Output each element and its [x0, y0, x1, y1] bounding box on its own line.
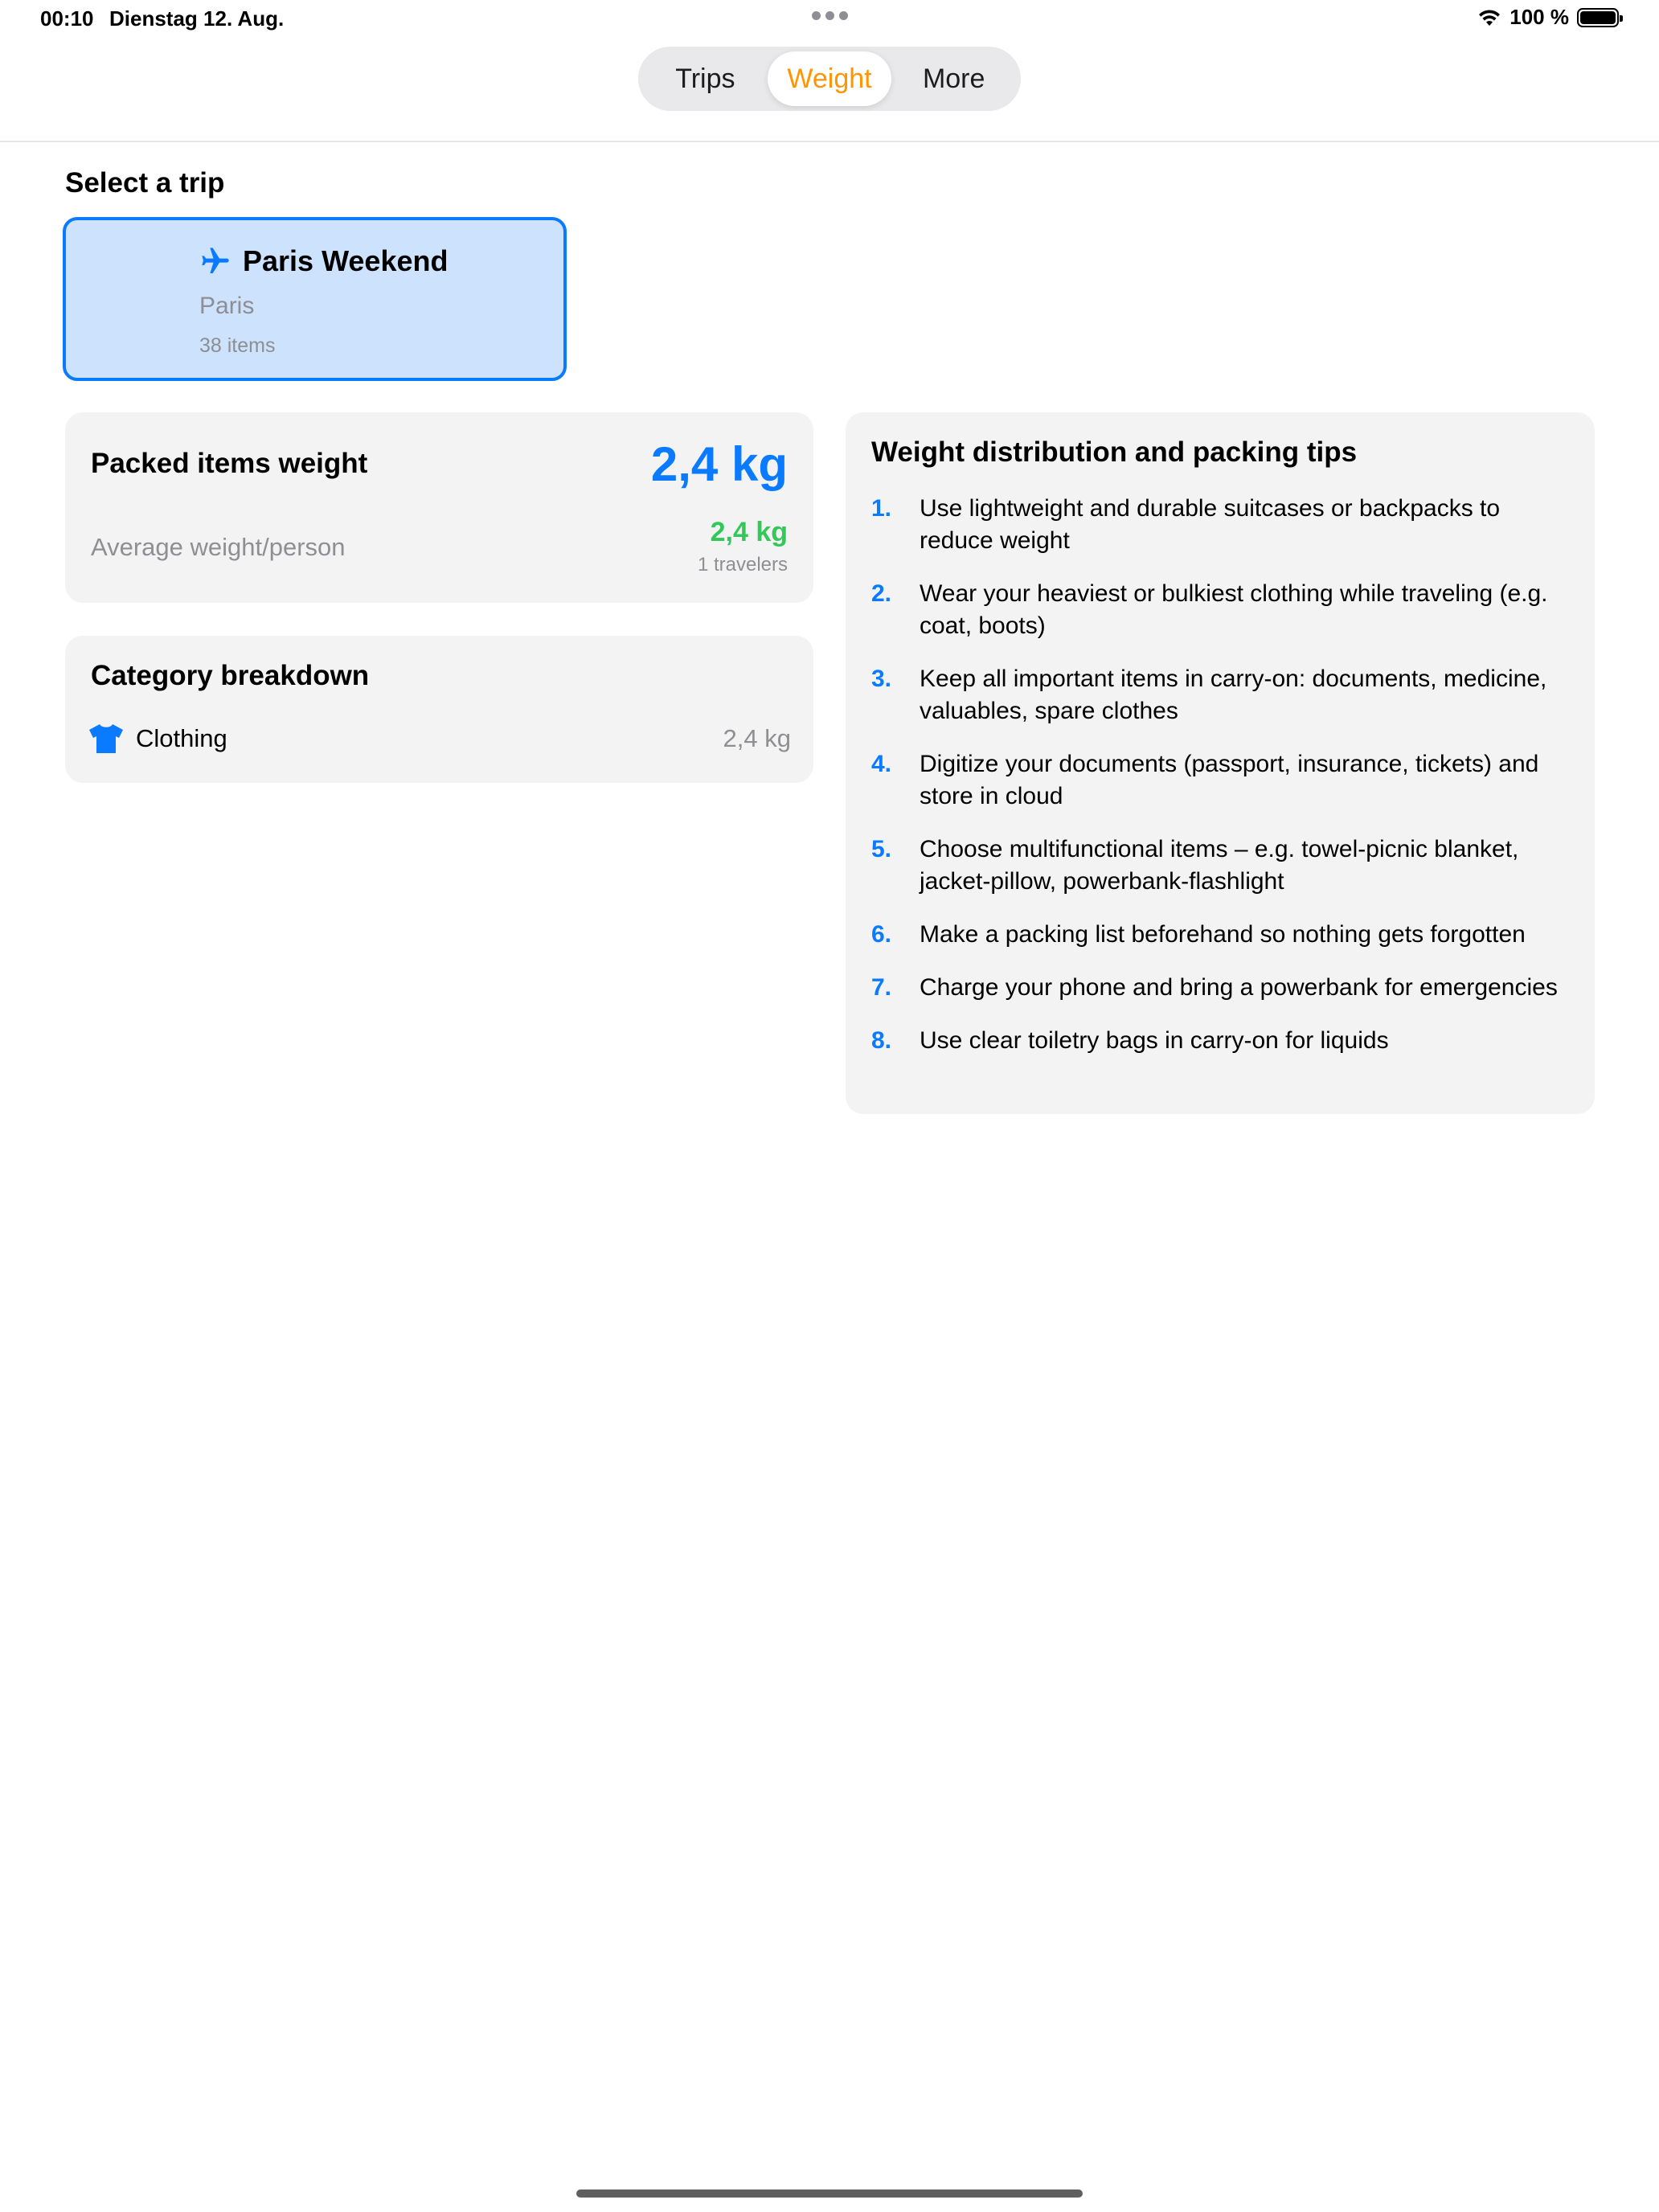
tip-item — [871, 919, 1571, 951]
packing-tips-card — [846, 412, 1595, 1114]
tip-item — [871, 834, 1571, 898]
tip-number: 5. — [871, 836, 892, 862]
battery-percent: 100 % — [1509, 5, 1569, 29]
tab-segmented-control — [638, 47, 1021, 111]
tip-text: Make a packing list beforehand so nothing gets forgotten — [920, 921, 1526, 948]
tshirt-icon — [88, 723, 125, 755]
status-time: 00:10 — [40, 6, 94, 31]
tip-number: 4. — [871, 751, 892, 777]
average-weight-value: 2,4 kg — [710, 517, 788, 547]
average-weight-label: Average weight/person — [91, 533, 346, 561]
tab-weight[interactable]: Weight — [768, 51, 892, 106]
tip-item — [871, 1025, 1571, 1057]
tab-more[interactable]: More — [922, 63, 985, 94]
tip-item — [871, 748, 1571, 813]
tip-number: 3. — [871, 666, 892, 692]
trip-city: Paris — [199, 293, 255, 319]
tip-item — [871, 493, 1571, 557]
packing-tips-title: Weight distribution and packing tips — [871, 436, 1358, 468]
status-date: Dienstag 12. Aug. — [109, 6, 285, 31]
tip-number: 7. — [871, 974, 892, 1001]
travelers-count: 1 travelers — [697, 554, 788, 576]
tip-text: Charge your phone and bring a powerbank for emergencies — [920, 974, 1558, 1001]
select-trip-title: Select a trip — [65, 167, 225, 199]
tip-text: Use clear toiletry bags in carry-on for liquids — [920, 1027, 1389, 1054]
tip-text: Digitize your documents (passport, insurance, tickets) and store in cloud — [920, 751, 1539, 809]
tip-item — [871, 972, 1571, 1004]
tip-number: 8. — [871, 1027, 892, 1054]
tip-item — [871, 663, 1571, 727]
status-bar — [0, 0, 1659, 39]
tip-number: 1. — [871, 495, 892, 522]
category-row-clothing — [88, 719, 791, 758]
airplane-icon — [199, 245, 231, 277]
trip-item-count: 38 items — [199, 334, 276, 357]
tip-text: Keep all important items in carry-on: documents, medicine, valuables, spare clothes — [920, 666, 1547, 724]
packed-weight-total: 2,4 kg — [650, 437, 788, 491]
packed-weight-card — [65, 412, 813, 603]
home-indicator[interactable] — [576, 2189, 1083, 2198]
category-breakdown-card — [65, 636, 813, 783]
category-weight: 2,4 kg — [723, 724, 791, 752]
tip-number: 6. — [871, 921, 892, 948]
wifi-icon — [1477, 8, 1501, 27]
trip-name-row — [199, 244, 448, 278]
packed-weight-title: Packed items weight — [91, 448, 368, 479]
tip-number: 2. — [871, 580, 892, 607]
trip-name: Paris Weekend — [243, 244, 449, 277]
category-name: Clothing — [136, 724, 227, 752]
multitasking-dots-icon[interactable] — [812, 11, 848, 20]
packing-tips-list — [871, 493, 1571, 1078]
category-breakdown-title: Category breakdown — [91, 660, 370, 691]
tip-text: Wear your heaviest or bulkiest clothing while traveling (e.g. coat, boots) — [920, 580, 1548, 639]
battery-icon — [1577, 8, 1619, 27]
tip-text: Use lightweight and durable suitcases or backpacks to reduce weight — [920, 495, 1501, 554]
status-right — [1477, 5, 1619, 30]
header-divider — [0, 141, 1659, 142]
trip-card-paris-weekend[interactable] — [63, 217, 567, 381]
tip-item — [871, 578, 1571, 642]
tip-text: Choose multifunctional items – e.g. towel-picnic blanket, jacket-pillow, powerbank-flashlight — [920, 836, 1519, 895]
tab-trips[interactable]: Trips — [675, 63, 735, 94]
